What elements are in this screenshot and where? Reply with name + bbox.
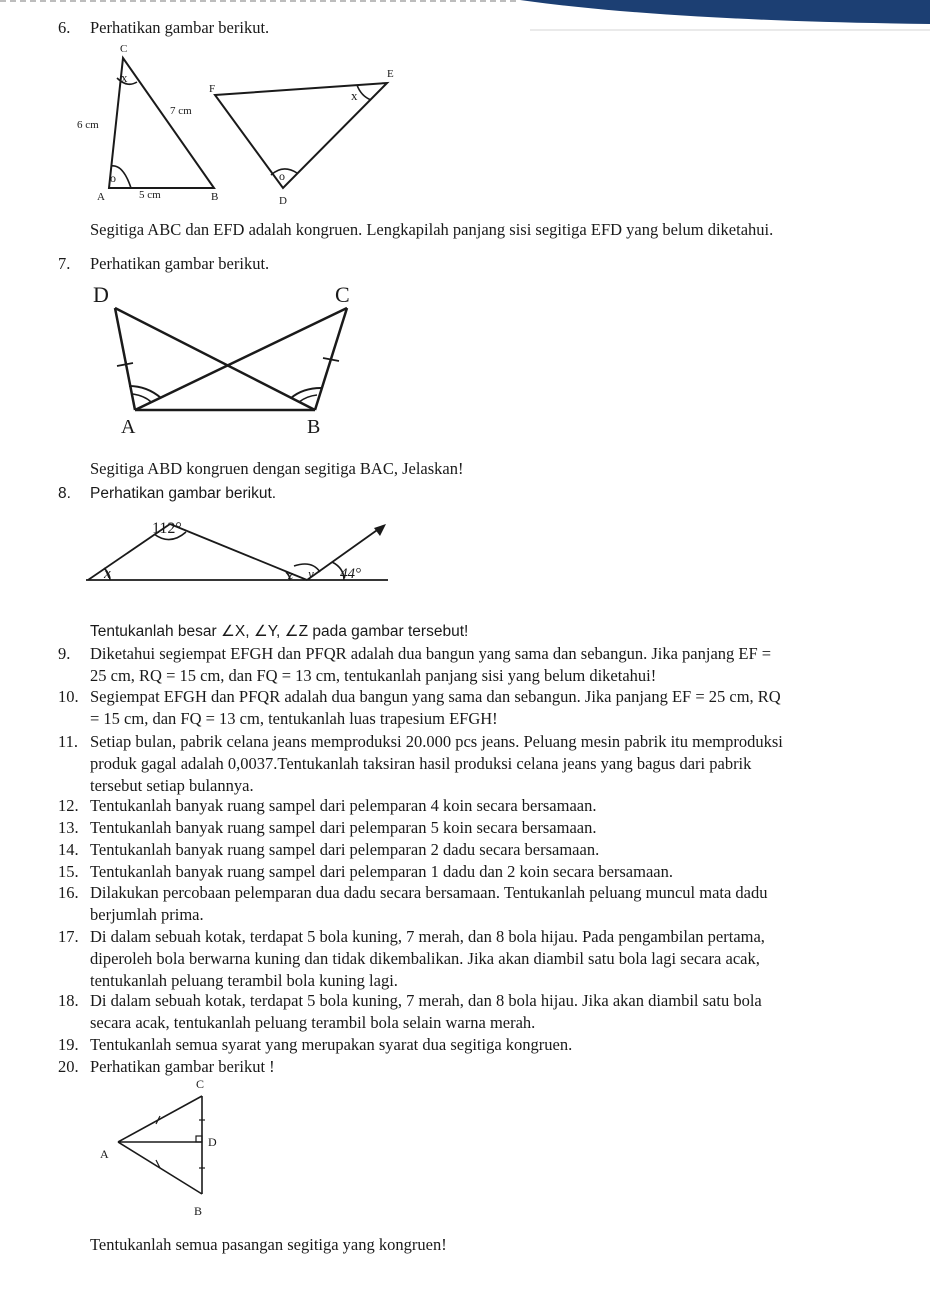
question-number: 8. (58, 485, 71, 502)
question-16 (58, 882, 884, 926)
question-number: 9. (58, 644, 71, 663)
question-title: Perhatikan gambar berikut. (90, 254, 270, 273)
question-text: Segitiga ABC dan EFD adalah kongruen. Lengkapilah panjang sisi segitiga EFD yang belum diketahui. (90, 220, 774, 239)
right-angle-mark (196, 1136, 202, 1142)
question-number: 6. (58, 18, 71, 37)
question-text-line: Setiap bulan, pabrik celana jeans memproduksi 20.000 pcs jeans. Peluang mesin pabrik itu memproduksi (90, 732, 783, 751)
angle-arc-a-inner (133, 394, 151, 402)
question-text-line: Segiempat EFGH dan PFQR adalah dua bangun yang sama dan sebangun. Jika panjang EF = 25 cm, RQ (90, 687, 781, 706)
angle-label-x: x (104, 566, 111, 582)
label-a: A (121, 416, 136, 438)
question-title: Perhatikan gambar berikut ! (90, 1057, 275, 1076)
label-a: A (100, 1147, 109, 1161)
question-text-line: Diketahui segiempat EFGH dan PFQR adalah dua bangun yang sama dan sebangun. Jika panjang EF = (90, 644, 772, 663)
question-text-line: Di dalam sebuah kotak, terdapat 5 bola kuning, 7 merah, dan 8 bola hijau. Pada pengambilan pertama, (90, 927, 765, 946)
label-a: A (97, 191, 105, 203)
label-e: E (387, 68, 394, 80)
question-number: 13. (58, 818, 79, 837)
side-label-ac: 6 cm (77, 119, 99, 131)
question-number: 12. (58, 796, 79, 815)
angle-label-y: y (308, 566, 314, 581)
label-c: C (335, 282, 350, 307)
question-number: 17. (58, 927, 79, 946)
question-text-line: Tentukanlah banyak ruang sampel dari pelemparan 5 koin secara bersamaan. (90, 818, 597, 837)
question-12 (58, 795, 884, 817)
angle-arc-e (357, 85, 371, 100)
label-c: C (120, 43, 128, 55)
question-15 (58, 861, 884, 883)
question-text-line: Tentukanlah banyak ruang sampel dari pelemparan 4 koin secara bersamaan. (90, 796, 597, 815)
question-number: 19. (58, 1035, 79, 1054)
label-c: C (196, 1077, 205, 1091)
question-text-line: 25 cm, RQ = 15 cm, dan FQ = 13 cm, tentukanlah panjang sisi yang belum diketahui! (90, 666, 657, 685)
question-number: 7. (58, 254, 71, 273)
q6-congruent-triangles-figure (75, 38, 415, 210)
label-b: B (194, 1204, 203, 1218)
question-13 (58, 817, 884, 839)
angle-label-top: 112° (152, 520, 182, 537)
question-19 (58, 1034, 884, 1056)
question-text-line: secara acak, tentukanlah peluang terambil bola selain warna merah. (90, 1013, 536, 1032)
label-d: D (93, 282, 109, 307)
segment-da (115, 308, 135, 410)
question-number: 14. (58, 840, 79, 859)
segment-ac (118, 1096, 202, 1142)
question-text-line: produk gagal adalah 0,0037.Tentukanlah taksiran hasil produksi celana jeans yang bagus dari pabrik (90, 754, 752, 773)
question-text: Segitiga ABD kongruen dengan segitiga BAC, Jelaskan! (90, 459, 464, 478)
question-text-line: Tentukanlah banyak ruang sampel dari pelemparan 1 dadu dan 2 koin secara bersamaan. (90, 862, 673, 881)
question-number: 11. (58, 732, 79, 751)
question-text: Tentukanlah semua pasangan segitiga yang kongruen! (90, 1235, 447, 1254)
label-b: B (307, 416, 321, 438)
angle-arc-b-inner (299, 395, 317, 402)
angle-label-44: 44° (340, 566, 361, 582)
question-text-line: Di dalam sebuah kotak, terdapat 5 bola kuning, 7 merah, dan 8 bola hijau. Jika akan diambil satu bola (90, 991, 762, 1010)
question-text: Tentukanlah besar ∠X, ∠Y, ∠Z pada gambar tersebut! (90, 623, 469, 640)
question-text-line: tentukanlah peluang terambil bola kuning lagi. (90, 971, 398, 990)
question-text-line: Tentukanlah semua syarat yang merupakan syarat dua segitiga kongruen. (90, 1035, 573, 1054)
question-title: Perhatikan gambar berikut. (90, 18, 270, 37)
question-number: 18. (58, 991, 79, 1010)
angle-arc-a (129, 386, 161, 398)
question-8-text (90, 621, 890, 643)
side-label-bc: 7 cm (170, 105, 192, 117)
question-text-line: berjumlah prima. (90, 905, 204, 924)
question-18 (58, 990, 884, 1034)
arrow-head (374, 524, 386, 536)
label-b: B (211, 191, 219, 203)
q8-angle-figure (82, 506, 392, 590)
question-11 (58, 731, 884, 797)
angle-label-x: x (351, 88, 358, 103)
question-number: 10. (58, 687, 79, 706)
question-6-text (90, 219, 890, 241)
question-title: Perhatikan gambar berikut. (90, 485, 277, 502)
question-20-text (90, 1234, 890, 1256)
angle-arc-y (294, 564, 320, 572)
question-17 (58, 926, 884, 992)
question-number: 20. (58, 1057, 79, 1076)
question-number: 15. (58, 862, 79, 881)
question-text-line: Dilakukan percobaan pelemparan dua dadu secara bersamaan. Tentukanlah peluang muncul mata dadu (90, 883, 768, 902)
q20-triangles-figure (90, 1074, 240, 1224)
question-9 (58, 643, 884, 687)
question-text-line: Tentukanlah banyak ruang sampel dari pelemparan 2 dadu secara bersamaan. (90, 840, 600, 859)
q7-crossed-triangles-figure (85, 278, 375, 438)
angle-label-z: z (288, 567, 294, 582)
question-14 (58, 839, 884, 861)
question-text-line: diperoleh bola berwarna kuning dan tidak dikembalikan. Jika akan diambil satu bola lagi secara acak, (90, 949, 760, 968)
label-f: F (209, 83, 216, 95)
triangle-efd (215, 83, 387, 188)
question-text-line: = 15 cm, dan FQ = 13 cm, tentukanlah luas trapesium EFGH! (90, 709, 498, 728)
question-text-line: tersebut setiap bulannya. (90, 776, 254, 795)
question-7-text (90, 458, 890, 480)
angle-label-o: o (279, 169, 285, 183)
label-d: D (208, 1135, 217, 1149)
question-number: 16. (58, 883, 79, 902)
segment-db (115, 308, 315, 410)
angle-label-o: o (110, 171, 116, 185)
question-10 (58, 686, 884, 730)
side-label-ab: 5 cm (139, 189, 161, 201)
angle-arc-b (291, 388, 321, 398)
angle-label-x: x (121, 70, 128, 85)
label-d: D (279, 195, 287, 207)
